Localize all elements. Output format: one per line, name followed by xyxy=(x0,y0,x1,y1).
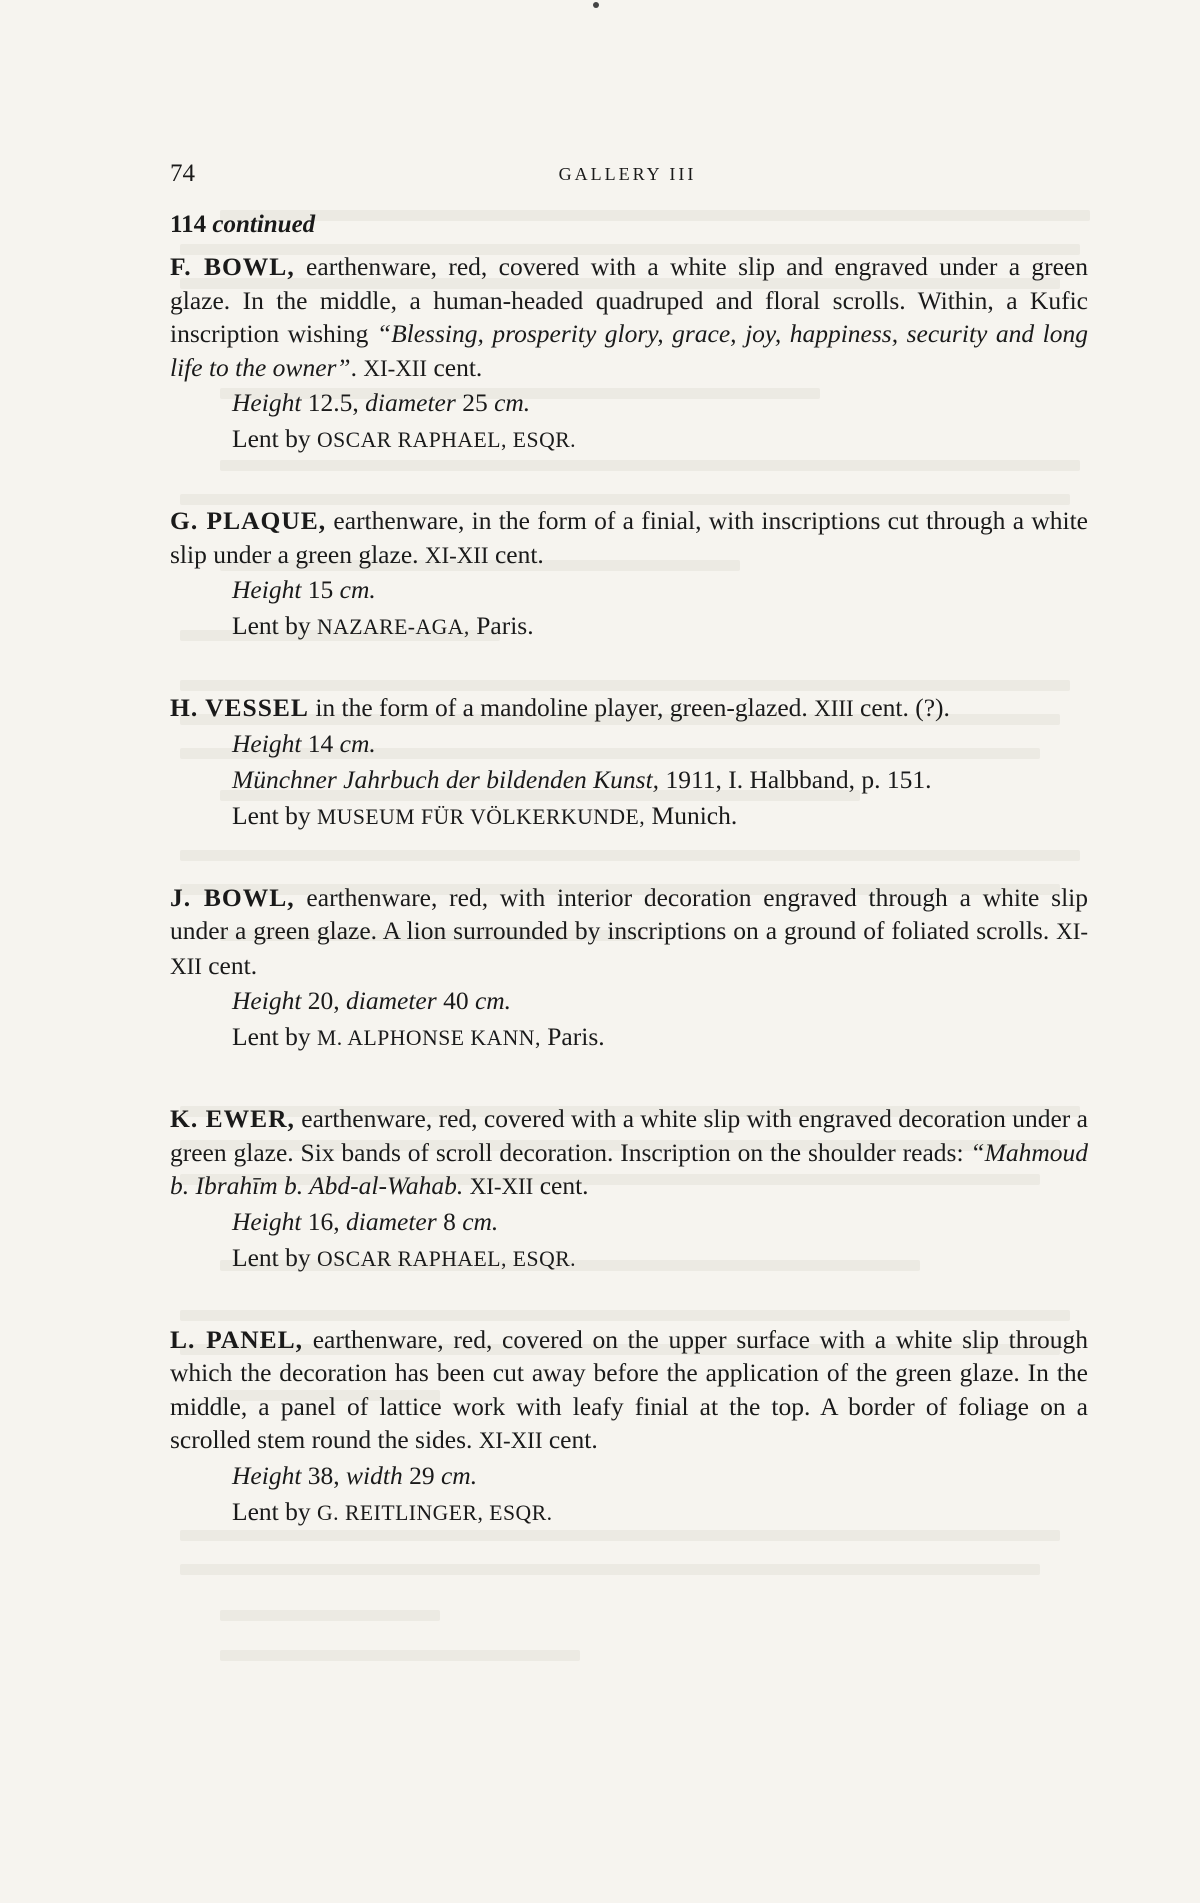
lender-name: G. REITLINGER, ESQR. xyxy=(316,1500,553,1525)
lender-line: Lent by NAZARE-AGA, Paris. xyxy=(232,611,534,640)
entry-k xyxy=(170,1102,1088,1277)
date: XI-XII xyxy=(363,355,428,381)
entry-label: L. PANEL, xyxy=(170,1324,304,1354)
lender-line: Lent by OSCAR RAPHAEL, ESQR. xyxy=(232,1242,577,1272)
dimensions: Height 14 cm. xyxy=(232,728,376,758)
entry-description: F. BOWL, earthenware, red, covered with a white slip and engraved under a green glaze. In the middle, a human-headed quadruped and floral scrolls. Within, a Kufic inscription wishing “Blessing, prosperity glory, grace, joy, happiness, security and long life to the owner”. XI-XII cent. xyxy=(170,252,1088,382)
lender-name: OSCAR RAPHAEL, ESQR. xyxy=(316,428,577,452)
entry-label: K. EWER, xyxy=(170,1104,295,1133)
lender-name: M. ALPHONSE KANN, xyxy=(316,1026,541,1050)
running-head: GALLERY III xyxy=(558,164,697,184)
entry-description: L. PANEL, earthenware, red, covered on the upper surface with a white slip through which the decoration has been cut away before the application of the green glaze. In the middle, a panel of lattice work with leafy finial at the top. A border of foliage on a scrolled stem round the sides. XI-XII cent. xyxy=(170,1324,1088,1454)
entry-f xyxy=(170,250,1088,458)
lender-line: Lent by M. ALPHONSE KANN, Paris. xyxy=(232,1022,605,1051)
catalogue-content xyxy=(170,208,1088,1577)
reference: Münchner Jahrbuch der bildenden Kunst, 1911, I. Halbband, p. 151. xyxy=(232,764,932,794)
lender-name: OSCAR RAPHAEL, ESQR. xyxy=(316,1246,577,1271)
lender-name: MUSEUM FÜR VÖLKERKUNDE, xyxy=(316,804,646,829)
inscription: “Mahmoud b. Ibrahīm b. Abd-al-Wahab. xyxy=(170,1137,1088,1200)
reference-title: Münchner Jahrbuch der bildenden Kunst, xyxy=(232,764,660,794)
entry-g xyxy=(170,504,1088,645)
continued-word: continued xyxy=(212,211,316,238)
inscription: “Blessing, prosperity glory, grace, joy, happiness, security and long life to the owner” xyxy=(170,319,1088,382)
dimensions: Height 20, diameter 40 cm. xyxy=(232,986,512,1015)
entry-l xyxy=(170,1323,1088,1531)
date: XI-XII xyxy=(170,919,1088,979)
lender-line: Lent by G. REITLINGER, ESQR. xyxy=(232,1496,553,1526)
continued-heading xyxy=(170,208,1088,242)
entry-description: G. PLAQUE, earthenware, in the form of a finial, with inscriptions cut through a white slip under a green glaze. XI-XII cent. xyxy=(170,506,1088,569)
lender-name: NAZARE-AGA, xyxy=(316,615,470,639)
entry-number: 114 xyxy=(170,211,207,238)
entry-description: H. VESSEL in the form of a mandoline player, green-glazed. XIII cent. (?). xyxy=(170,693,950,722)
entry-label: H. VESSEL xyxy=(170,693,309,722)
entry-label: J. BOWL, xyxy=(170,882,295,912)
page-header xyxy=(170,158,1085,198)
entry-h xyxy=(170,691,1088,835)
dimensions: Height 15 cm. xyxy=(232,575,376,604)
date: XI-XII xyxy=(424,542,489,568)
date: XI-XII xyxy=(469,1174,534,1199)
lender-line: Lent by MUSEUM FÜR VÖLKERKUNDE, Munich. xyxy=(232,800,738,830)
lender-line: Lent by OSCAR RAPHAEL, ESQR. xyxy=(232,424,577,453)
entry-j xyxy=(170,881,1088,1057)
dimensions: Height 38, width 29 cm. xyxy=(232,1460,478,1490)
page-number: 74 xyxy=(170,160,195,187)
date: XIII xyxy=(814,696,854,721)
entry-description: K. EWER, earthenware, red, covered with a white slip with engraved decoration under a green glaze. Six bands of scroll decoration. Inscription on the shoulder reads: “Mahmoud b. Ibrahīm b. Abd-al-Wahab. XI-XII cent. xyxy=(170,1104,1088,1200)
dimensions: Height 12.5, diameter 25 cm. xyxy=(232,388,531,417)
entry-label: F. BOWL, xyxy=(170,252,295,281)
date: XI-XII xyxy=(478,1428,543,1453)
print-mark-dot xyxy=(593,2,599,8)
entry-description: J. BOWL, earthenware, red, with interior decoration engraved through a white slip under a green glaze. A lion surrounded by inscriptions on a ground of foliated scrolls. XI-XII cent. xyxy=(170,882,1088,980)
dimensions: Height 16, diameter 8 cm. xyxy=(232,1206,499,1236)
entry-label: G. PLAQUE, xyxy=(170,506,327,535)
